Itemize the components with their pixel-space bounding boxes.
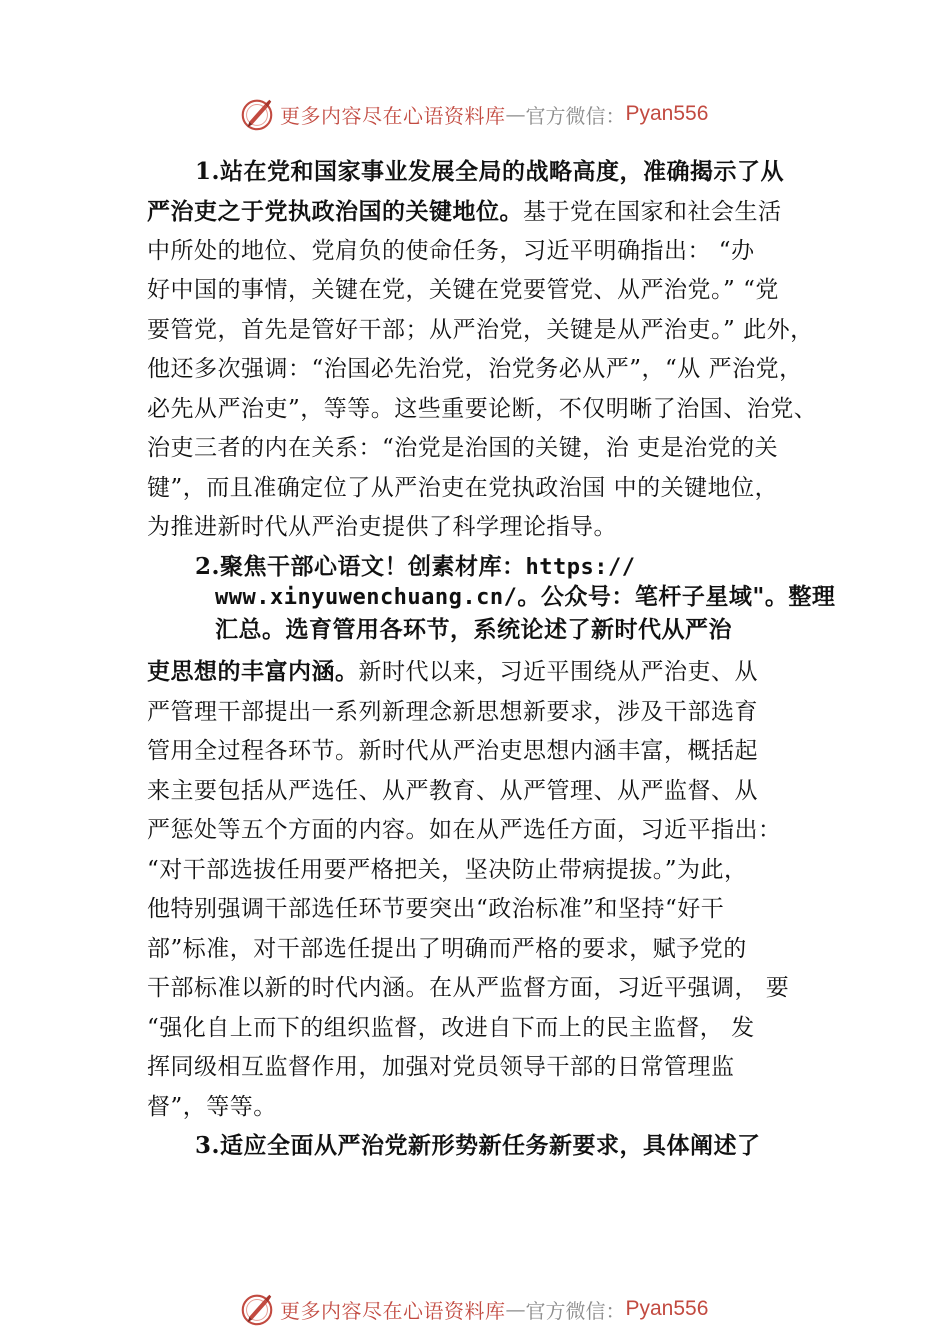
banner-site-text: 更多内容尽在心语资料库 [280, 103, 506, 128]
xinyu-logo-icon [238, 95, 276, 133]
p2-line-3: 汇总。选育管用各环节，系统论述了新时代从严治 [215, 616, 732, 643]
p1-line-8: 治吏三者的内在关系：“治党是治国的关键，治 吏是治党的关 [147, 435, 779, 461]
p2-line-10: 他特别强调干部选任环节要突出“政治标准”和坚持“好干 [147, 896, 725, 922]
p1-line-4: 好中国的事情，关键在党，关键在党要管党、从严治党。” “党 [147, 277, 779, 303]
p2-line-7: 来主要包括从严选任、从严教育、从严管理、从严监督、从 [147, 778, 758, 804]
p2-line-4 [147, 656, 758, 688]
banner-dash: — [505, 1297, 526, 1321]
banner-wechat-id: Pyan556 [625, 102, 709, 125]
banner-wechat-label: 官方微信： [525, 1298, 626, 1323]
p2-line-4-rest: 新时代以来，习近平围绕从严治吏、从 [358, 659, 758, 685]
p2-line-14: 挥同级相互监督作用，加强对党员领导干部的日常管理监 [147, 1054, 735, 1080]
p2-line-9: “对干部选拔任用要严格把关，坚决防止带病提拔。”为此， [147, 857, 748, 883]
p2-line-11: 部”标准，对干部选任提出了明确而严格的要求，赋予党的 [147, 936, 747, 962]
p2-line-1-bold: 2.聚焦干部心语文！创素材库： [195, 553, 526, 580]
p2-line-4-bold: 吏思想的丰富内涵。 [147, 658, 359, 685]
p2-line-5: 严管理干部提出一系列新理念新思想新要求，涉及干部选育 [147, 699, 758, 725]
banner-wechat-label: 官方微信： [525, 103, 626, 128]
banner-wechat-id: Pyan556 [625, 1297, 709, 1320]
p1-line-2 [147, 196, 782, 228]
p2-line-2 [215, 581, 835, 614]
p1-line-2-bold: 严治吏之于党执政治国的关键地位。 [147, 198, 523, 225]
p2-line-6: 管用全过程各环节。新时代从严治吏思想内涵丰富，概括起 [147, 738, 758, 764]
p1-line-3: 中所处的地位、党肩负的使命任务，习近平明确指出： “办 [147, 238, 755, 264]
p1-line-5: 要管党，首先是管好干部；从严治党，关键是从严治吏。” 此外， [147, 317, 814, 343]
p1-line-6: 他还多次强调：“治国必先治党，治党务必从严”，“从 严治党， [147, 356, 803, 382]
banner-dash: — [505, 102, 526, 126]
p2-line-2-rest: 。公众号：笔杆子星域"。整理 [517, 583, 836, 610]
p2-line-8: 严惩处等五个方面的内容。如在从严选任方面，习近平指出： [147, 817, 782, 843]
header-banner [238, 94, 708, 134]
p1-line-7: 必先从严治吏”，等等。这些重要论断，不仅明晰了治国、治党、 [147, 396, 818, 422]
xinyu-logo-icon [238, 1290, 276, 1328]
p2-line-1 [195, 551, 635, 584]
banner-site-text: 更多内容尽在心语资料库 [280, 1298, 506, 1323]
p2-url-part-2: www.xinyuwenchuang.cn/ [215, 585, 518, 610]
p2-line-12: 干部标准以新的时代内涵。在从严监督方面，习近平强调， 要 [147, 975, 790, 1001]
p2-line-13: “强化自上而下的组织监督，改进自下而上的民主监督， 发 [147, 1015, 755, 1041]
p1-line-9: 键”，而且准确定位了从严治吏在党执政治国 中的关键地位， [147, 475, 779, 501]
p1-line-1: 1.站在党和国家事业发展全局的战略高度，准确揭示了从 [195, 158, 785, 185]
p3-line-1: 3.适应全面从严治党新形势新任务新要求，具体阐述了 [195, 1132, 761, 1159]
p2-line-15: 督”，等等。 [147, 1094, 277, 1120]
p1-line-2-rest: 基于党在国家和社会生活 [523, 199, 782, 225]
footer-banner [238, 1289, 708, 1329]
p2-url-part-1: https:// [525, 555, 636, 580]
p1-line-10: 为推进新时代从严治吏提供了科学理论指导。 [147, 514, 617, 540]
